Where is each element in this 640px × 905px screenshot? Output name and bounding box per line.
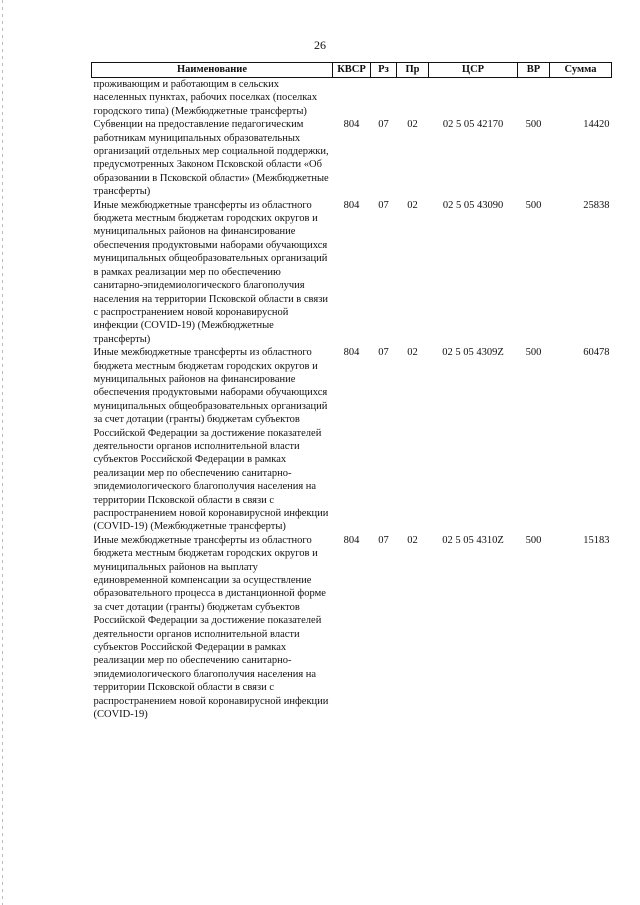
header-rz: Рз (371, 63, 397, 78)
header-vr: ВР (518, 63, 550, 78)
row-vr: 500 (525, 534, 542, 546)
row-rz: 07 (378, 347, 389, 359)
header-sum: Сумма (550, 63, 612, 78)
row-name: Иные межбюджетные трансферты из областного бюджета местным бюджетам городских округов и муниципальных районов на выплату единовременной компенсации за осуществление образовательного процесса в дистанционной форме за счет дотации (гранты) бюджетам субъектов Российской Федерации за достижение показателей деятельности органов исполнительной власти субъектов Российской Федерации в рамках реализации мер по обеспечению санитарно-эпидемиологического благополучия населения на территории Псковской области в связи с распространением новой коронавирусной инфекции (COVID-19) (93, 534, 329, 721)
table-row (92, 78, 612, 119)
row-csr: 02 5 05 4309Z (442, 347, 504, 359)
row-csr: 02 5 05 4310Z (442, 534, 504, 546)
table-row (92, 346, 612, 534)
header-csr: ЦСР (429, 63, 518, 78)
row-sum: 14420 (583, 119, 610, 131)
row-vr (518, 78, 550, 119)
row-csr (429, 78, 518, 119)
row-vr: 500 (525, 199, 542, 211)
row-pr (397, 78, 429, 119)
row-kvsr (333, 78, 371, 119)
scan-edge (2, 0, 3, 905)
row-sum: 60478 (583, 347, 610, 359)
table-row (92, 118, 612, 198)
row-name: Иные межбюджетные трансферты из областного бюджета местным бюджетам городских округов и муниципальных районов на финансирование обеспечения продуктовыми наборами обучающихся муниципальных общеобразовательных организаций за счет дотации (гранты) бюджетам субъектов Российской Федерации за достижение показателей деятельности органов исполнительной власти субъектов Российской Федерации в рамках реализации мер по обеспечению санитарно-эпидемиологического благополучия населения на территории Псковской области в связи с распространением новой коронавирусной инфекции (COVID-19) (Межбюджетные трансферты) (93, 347, 329, 533)
row-pr: 02 (407, 199, 418, 211)
row-kvsr: 804 (343, 199, 360, 211)
row-rz: 07 (378, 119, 389, 131)
row-kvsr: 804 (343, 119, 360, 131)
row-name: проживающим и работающим в сельских населенных пунктах, рабочих поселках (поселках городского типа) (Межбюджетные трансферты) (93, 79, 318, 117)
row-sum (550, 78, 612, 119)
row-vr: 500 (525, 119, 542, 131)
table-header-row (92, 63, 612, 78)
row-pr: 02 (407, 534, 418, 546)
row-sum: 15183 (583, 534, 610, 546)
row-pr: 02 (407, 119, 418, 131)
page-number: 26 (314, 38, 326, 52)
header-kvsr: КВСР (333, 63, 371, 78)
row-rz: 07 (378, 199, 389, 211)
row-rz (371, 78, 397, 119)
row-csr: 02 5 05 43090 (442, 199, 504, 211)
header-pr: Пр (397, 63, 429, 78)
row-rz: 07 (378, 534, 389, 546)
header-name: Наименование (92, 63, 333, 78)
row-kvsr: 804 (343, 347, 360, 359)
row-kvsr: 804 (343, 534, 360, 546)
row-csr: 02 5 05 42170 (442, 119, 504, 131)
row-vr: 500 (525, 347, 542, 359)
row-pr: 02 (407, 347, 418, 359)
row-name: Субвенции на предоставление педагогическим работникам муниципальных образовательных организаций отдельных мер социальной поддержки, предусмотренных Законом Псковской области «Об образовании в Псковской области» (Межбюджетные трансферты) (93, 119, 329, 198)
budget-table (91, 62, 612, 722)
table-row (92, 534, 612, 722)
row-name: Иные межбюджетные трансферты из областного бюджета местным бюджетам городских округов и муниципальных районов на финансирование обеспечения продуктовыми наборами обучающихся муниципальных общеобразовательных организаций в рамках реализации мер по обеспечению санитарно-эпидемиологического благополучия населения на территории Псковской области в связи с распространением новой коронавирусной инфекции (COVID-19) (Межбюджетные трансферты) (93, 199, 328, 345)
table-row (92, 199, 612, 346)
row-sum: 25838 (583, 199, 610, 211)
